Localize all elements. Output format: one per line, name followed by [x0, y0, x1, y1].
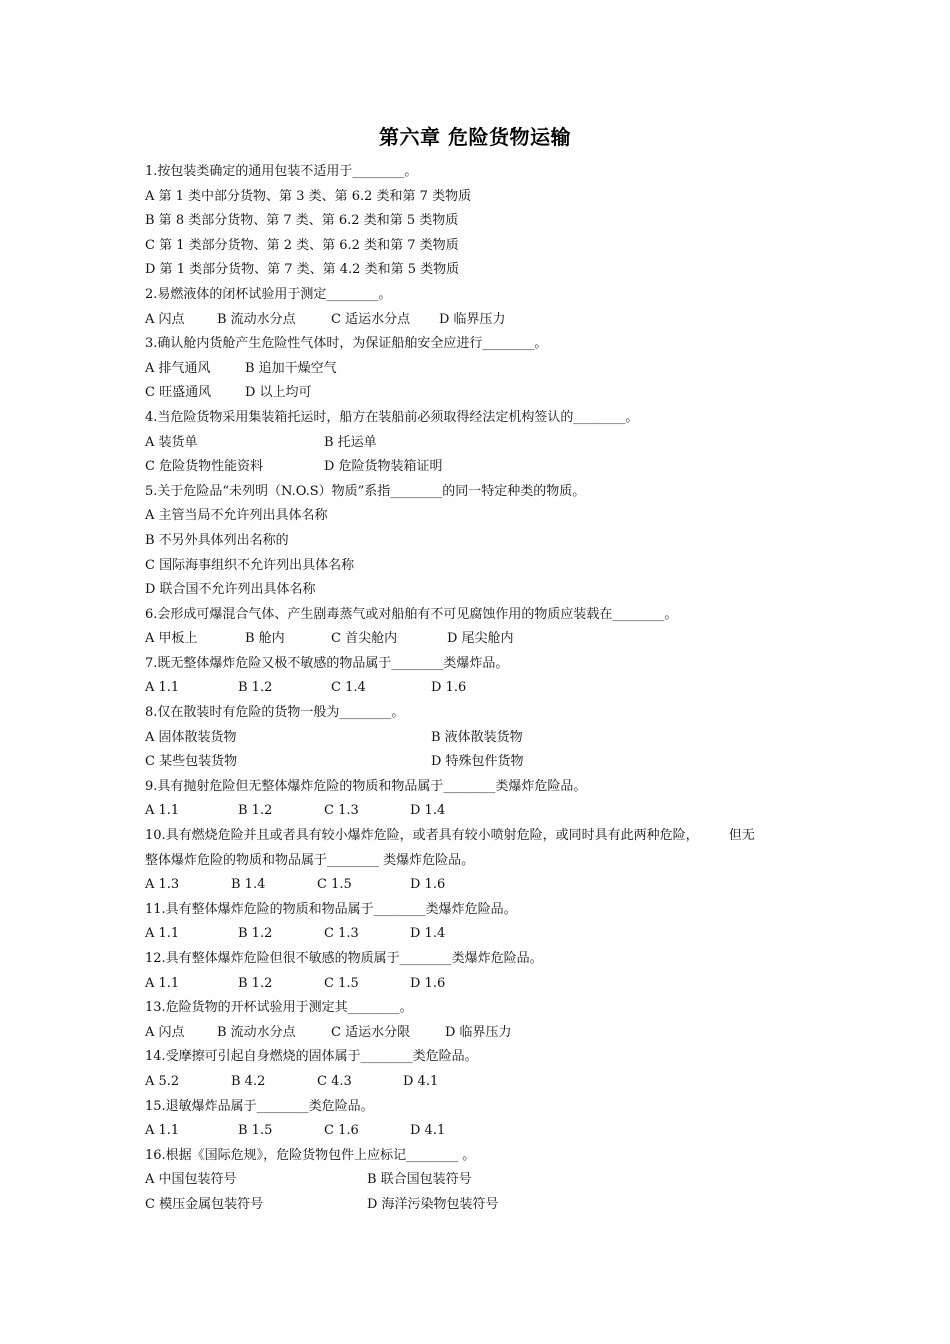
question-text [145, 824, 815, 849]
question-text: 9.具有抛射危险但无整体爆炸危险的物质和物品属于________类爆炸危险品。 [145, 778, 587, 794]
question-text: 15.退敏爆炸品属于________类危险品。 [145, 1098, 374, 1114]
option: B 追加干燥空气 [245, 360, 337, 376]
question-text: 5.关于危险品“未列明（N.O.S）物质”系指________的同一特定种类的物质。 [145, 483, 586, 499]
option: A 固体散装货物 [145, 729, 237, 745]
option: A 1.1 [145, 1123, 180, 1139]
option: D 第 1 类部分货物、第 7 类、第 4.2 类和第 5 类物质 [145, 262, 460, 278]
option: C 1.5 [324, 975, 359, 991]
option: D 以上均可 [245, 385, 312, 401]
option: C 适运水分限 [331, 1024, 411, 1040]
option-row [145, 1168, 815, 1193]
option: C 某些包装货物 [145, 754, 238, 770]
question-text: 6.会形成可爆混合气体、产生剧毒蒸气或对船舶有不可见腐蚀作用的物质应装载在________。 [145, 606, 678, 622]
question-text-part: 10.具有燃烧危险并且或者具有较小爆炸危险，或者具有较小喷射危险，或同时具有此两种危险， [145, 828, 699, 844]
option-row [145, 1119, 815, 1144]
question-list [145, 160, 815, 1218]
option-row [145, 627, 815, 652]
question-text: 14.受摩擦可引起自身燃烧的固体属于________类危险品。 [145, 1049, 478, 1065]
option: B 第 8 类部分货物、第 7 类、第 6.2 类和第 5 类物质 [145, 213, 459, 229]
option: B 舱内 [245, 631, 285, 647]
question-text: 4.当危险货物采用集装箱托运时，船方在装船前必须取得经法定机构签认的________。 [145, 409, 639, 425]
option: C 1.3 [324, 926, 359, 942]
option: D 1.6 [410, 975, 446, 991]
option: A 装货单 [145, 434, 198, 450]
question-text: 11.具有整体爆炸危险的物质和物品属于________类爆炸危险品。 [145, 901, 517, 917]
option: D 4.1 [410, 1123, 446, 1139]
question-text: 12.具有整体爆炸危险但很不敏感的物质属于________类爆炸危险品。 [145, 951, 543, 966]
option: D 联合国不允许列出具体名称 [145, 582, 316, 598]
option: A 闪点 [145, 311, 185, 327]
question-text: 3.确认舱内货舱产生危险性气体时，为保证船舶安全应进行________。 [145, 336, 548, 352]
option-row [145, 1070, 815, 1095]
option: B 1.2 [238, 680, 273, 696]
question-text: 16.根据《国际危规》，危险货物包件上应标记________ 。 [145, 1147, 476, 1163]
question-text: 13.危险货物的开杯试验用于测定其________。 [145, 1000, 413, 1016]
option: B 1.5 [238, 1123, 273, 1139]
option: B 不另外具体列出名称的 [145, 532, 289, 548]
option: C 国际海事组织不允许列出具体名称 [145, 557, 355, 573]
option: C 1.3 [324, 803, 359, 819]
option: D 临界压力 [445, 1024, 512, 1040]
option: C 1.5 [317, 877, 352, 893]
option-row [145, 1193, 815, 1218]
option: D 特殊包件货物 [431, 754, 524, 770]
option: D 1.4 [410, 803, 446, 819]
option: C 第 1 类部分货物、第 2 类、第 6.2 类和第 7 类物质 [145, 237, 459, 253]
option-row [145, 676, 815, 701]
option: A 1.3 [145, 877, 180, 893]
option: C 旺盛通风 [145, 385, 212, 401]
option-row [145, 455, 815, 480]
question-text: 7.既无整体爆炸危险又极不敏感的物品属于________类爆炸品。 [145, 655, 509, 671]
option: C 4.3 [317, 1073, 352, 1089]
option: B 托运单 [324, 434, 377, 450]
option: A 中国包装符号 [145, 1172, 237, 1188]
option: D 临界压力 [439, 311, 506, 327]
option: A 排气通风 [145, 360, 211, 376]
option-row [145, 1021, 815, 1046]
option: B 流动水分点 [217, 311, 296, 327]
option: A 甲板上 [145, 631, 198, 647]
option-row [145, 431, 815, 456]
option: B 1.2 [238, 926, 273, 942]
option: B 流动水分点 [217, 1024, 296, 1040]
option: D 尾尖舱内 [447, 631, 514, 647]
option: B 4.2 [231, 1073, 266, 1089]
option: A 1.1 [145, 680, 180, 696]
option: B 联合国包装符号 [367, 1172, 472, 1188]
option: A 5.2 [145, 1073, 180, 1089]
option: D 1.4 [410, 926, 446, 942]
question-text: 整体爆炸危险的物质和物品属于________ 类爆炸危险品。 [145, 852, 475, 868]
option: C 首尖舱内 [331, 631, 398, 647]
option: D 危险货物装箱证明 [324, 459, 443, 475]
option-row [145, 922, 815, 947]
option: D 4.1 [403, 1073, 439, 1089]
option-row [145, 972, 815, 997]
question-text: 1.按包装类确定的通用包装不适用于________。 [145, 164, 418, 179]
option: C 危险货物性能资料 [145, 459, 264, 475]
question-text: 8.仅在散装时有危险的货物一般为________。 [145, 705, 405, 721]
option: A 第 1 类中部分货物、第 3 类、第 6.2 类和第 7 类物质 [145, 188, 472, 204]
option: C 1.6 [324, 1123, 359, 1139]
option: A 闪点 [145, 1024, 185, 1040]
option: B 液体散装货物 [431, 729, 523, 745]
option: A 主管当局不允许列出具体名称 [145, 508, 328, 524]
option: A 1.1 [145, 926, 180, 942]
option: B 1.2 [238, 803, 273, 819]
option: C 适运水分点 [331, 311, 411, 327]
question-text: 2.易燃液体的闭杯试验用于测定________。 [145, 286, 392, 302]
option-row [145, 357, 815, 382]
option: D 1.6 [410, 877, 446, 893]
option-row [145, 308, 815, 333]
option: C 模压金属包装符号 [145, 1196, 264, 1212]
option: C 1.4 [331, 680, 366, 696]
option: B 1.4 [231, 877, 266, 893]
option-row [145, 750, 815, 775]
page-title: 第六章 危险货物运输 [379, 125, 571, 149]
option: B 1.2 [238, 975, 273, 991]
option-row [145, 799, 815, 824]
option-row [145, 381, 815, 406]
question-text-part: 但无 [728, 828, 755, 844]
option: A 1.1 [145, 975, 180, 991]
option: A 1.1 [145, 803, 180, 819]
option: D 1.6 [431, 680, 467, 696]
option-row [145, 726, 815, 751]
option-row [145, 873, 815, 898]
option: D 海洋污染物包装符号 [367, 1196, 499, 1212]
